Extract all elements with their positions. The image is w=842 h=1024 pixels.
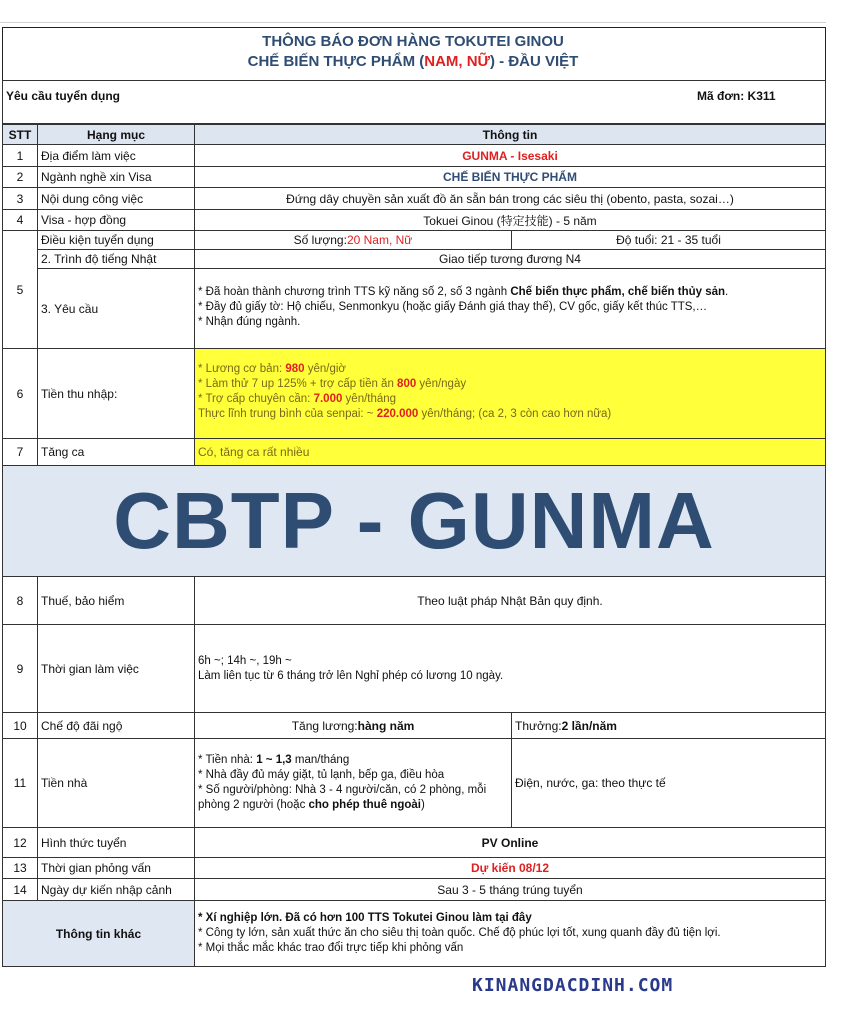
row-11-no: 11 xyxy=(2,738,38,828)
row-7-label: Tăng ca xyxy=(37,438,195,466)
row-5-label-a: Điều kiện tuyển dụng xyxy=(37,230,195,250)
row-3-no: 3 xyxy=(2,187,38,210)
other-3: * Mọi thắc mắc khác trao đổi trực tiếp khi phỏng vấn xyxy=(198,942,464,954)
housing-outside: cho phép thuê ngoài xyxy=(308,799,421,811)
housing-3: * Số người/phòng: Nhà 3 - 4 người/căn, có 2 phòng, mỗi xyxy=(198,784,487,796)
average-net: 220.000 xyxy=(376,408,419,420)
row-3-value: Đứng dây chuyền sản xuất đồ ăn sẵn bán trong các siêu thị (obento, pasta, sozai…) xyxy=(194,187,826,210)
row-12-label: Hình thức tuyển xyxy=(37,827,195,858)
income-4-post: yên/tháng; (ca 2, 3 còn cao hơn nữa) xyxy=(418,408,612,420)
banner: CBTP - GUNMA xyxy=(2,466,826,576)
requirement-label: Yêu cầu tuyển dụng xyxy=(6,89,121,103)
row-7-no: 7 xyxy=(2,438,38,466)
req-1-post: . xyxy=(725,286,729,298)
title-gender: NAM, NỮ xyxy=(424,53,491,70)
housing-1 xyxy=(198,753,510,768)
row-4-value: Tokuei Ginou (特定技能) - 5 năm xyxy=(194,209,826,231)
raise-pre: Tăng lương: xyxy=(291,718,358,733)
other-info-label: Thông tin khác xyxy=(2,900,195,967)
req-2: * Đầy đủ giấy tờ: Hộ chiếu, Senmonkyu (hoặc giấy Đánh giá thay thế), CV gốc, giấy kết thúc TTS,… xyxy=(198,301,708,313)
row-10-no: 10 xyxy=(2,712,38,739)
housing-rent: 1 ~ 1,3 xyxy=(256,754,292,766)
other-info-text xyxy=(198,911,823,956)
row-2-value: CHẾ BIẾN THỰC PHẨM xyxy=(194,166,826,188)
row-6-no: 6 xyxy=(2,348,38,439)
row-12-value: PV Online xyxy=(194,827,826,858)
header-item: Hạng mục xyxy=(37,124,195,145)
housing-1-pre: * Tiền nhà: xyxy=(198,754,257,766)
row-13-no: 13 xyxy=(2,857,38,879)
row-5-label-c: 3. Yêu cầu xyxy=(37,268,195,349)
income-3-post: yên/tháng xyxy=(342,393,397,405)
row-3-label: Nội dung công việc xyxy=(37,187,195,210)
row-8-no: 8 xyxy=(2,576,38,625)
title-line-2-pre: CHẾ BIẾN THỰC PHẨM ( xyxy=(247,53,425,70)
housing-4-pre: phòng 2 người (hoặc xyxy=(198,799,309,811)
income-4-pre: Thực lĩnh trung bình của senpai: ~ xyxy=(198,408,377,420)
income-text xyxy=(198,362,823,422)
other-1: * Xí nghiệp lớn. Đã có hơn 100 TTS Tokutei Ginou làm tại đây xyxy=(198,912,532,924)
housing-4-post: ) xyxy=(420,799,425,811)
row-8-label: Thuế, bảo hiểm xyxy=(37,576,195,625)
row-10-label: Chế độ đãi ngộ xyxy=(37,712,195,739)
income-2-post: yên/ngày xyxy=(416,378,467,390)
row-6-label: Tiền thu nhập: xyxy=(37,348,195,439)
income-3 xyxy=(198,392,823,407)
row-2-label: Ngành nghề xin Visa xyxy=(37,166,195,188)
req-1-pre: * Đã hoàn thành chương trình TTS kỹ năng số 2, số 3 ngành xyxy=(198,286,511,298)
row-5-label-b: 2. Trình độ tiếng Nhật xyxy=(37,249,195,269)
income-1 xyxy=(198,362,823,377)
row-1-no: 1 xyxy=(2,144,38,167)
row-5-age: Độ tuổi: 21 - 35 tuổi xyxy=(511,230,826,250)
title-line-2-post: ) - ĐẦU VIỆT xyxy=(490,53,579,70)
raise-value: hàng năm xyxy=(357,718,415,733)
bonus-value: 2 lần/năm xyxy=(561,718,617,733)
quantity-label: Số lượng: xyxy=(293,233,347,247)
income-2 xyxy=(198,377,823,392)
row-13-label: Thời gian phỏng vấn xyxy=(37,857,195,879)
housing-text xyxy=(198,753,510,813)
quantity-value: 20 Nam, Nữ xyxy=(346,233,413,247)
top-divider xyxy=(0,22,826,23)
row-10-raise xyxy=(194,712,512,739)
work-time-text xyxy=(198,654,823,684)
order-code: Mã đơn: K311 xyxy=(697,89,776,103)
income-2-pre: * Làm thử 7 up 125% + trợ cấp tiền ăn xyxy=(198,378,398,390)
header-info: Thông tin xyxy=(194,124,826,145)
work-time-2: Làm liên tục từ 6 tháng trở lên Nghỉ phép có lương 10 ngày. xyxy=(198,670,504,682)
income-1-post: yên/giờ xyxy=(304,363,346,375)
row-11-label: Tiền nhà xyxy=(37,738,195,828)
other-2: * Công ty lớn, sản xuất thức ăn cho siêu thị toàn quốc. Chế độ phúc lợi tốt, xung quanh đầy đủ tiện lợi. xyxy=(198,927,721,939)
req-3: * Nhận đúng ngành. xyxy=(198,316,301,328)
row-5-quantity xyxy=(194,230,512,250)
income-1-pre: * Lương cơ bản: xyxy=(198,363,286,375)
row-1-label: Địa điểm làm việc xyxy=(37,144,195,167)
bonus-pre: Thưởng: xyxy=(515,718,562,733)
footer-logo[interactable]: KINANGDACDINH.COM xyxy=(472,975,674,996)
header-stt: STT xyxy=(2,124,38,145)
row-8-value: Theo luật pháp Nhật Bản quy định. xyxy=(194,576,826,625)
row-9-label: Thời gian làm việc xyxy=(37,624,195,713)
work-time-1: 6h ~; 14h ~, 19h ~ xyxy=(198,655,292,667)
housing-2: * Nhà đầy đủ máy giặt, tủ lạnh, bếp ga, điều hòa xyxy=(198,769,445,781)
attendance-allowance: 7.000 xyxy=(313,393,343,405)
income-3-pre: * Trợ cấp chuyên cần: xyxy=(198,393,314,405)
row-4-label: Visa - hợp đồng xyxy=(37,209,195,231)
row-14-no: 14 xyxy=(2,878,38,901)
basic-salary: 980 xyxy=(285,363,305,375)
row-1-value: GUNMA - Isesaki xyxy=(194,144,826,167)
row-13-value: Dự kiến 08/12 xyxy=(194,857,826,879)
row-7-value: Có, tăng ca rất nhiều xyxy=(194,438,826,466)
row-5-no: 5 xyxy=(2,230,38,349)
row-2-no: 2 xyxy=(2,166,38,188)
row-9-no: 9 xyxy=(2,624,38,713)
housing-4 xyxy=(198,798,510,813)
title-line-1: THÔNG BÁO ĐƠN HÀNG TOKUTEI GINOU xyxy=(262,33,564,50)
housing-1-post: man/tháng xyxy=(291,754,350,766)
row-11-utilities: Điện, nước, ga: theo thực tế xyxy=(511,738,826,828)
meal-allowance: 800 xyxy=(397,378,417,390)
row-14-label: Ngày dự kiến nhập cảnh xyxy=(37,878,195,901)
req-1-bold: Chế biến thực phẩm, chế biến thủy sản xyxy=(510,286,726,298)
title-line-2 xyxy=(0,53,826,70)
row-14-value: Sau 3 - 5 tháng trúng tuyển xyxy=(194,878,826,901)
row-4-no: 4 xyxy=(2,209,38,231)
req-1 xyxy=(198,285,823,300)
requirements-text xyxy=(198,285,823,330)
income-4 xyxy=(198,407,823,422)
row-12-no: 12 xyxy=(2,827,38,858)
row-5-japanese: Giao tiếp tương đương N4 xyxy=(194,249,826,269)
row-10-bonus xyxy=(511,712,826,739)
